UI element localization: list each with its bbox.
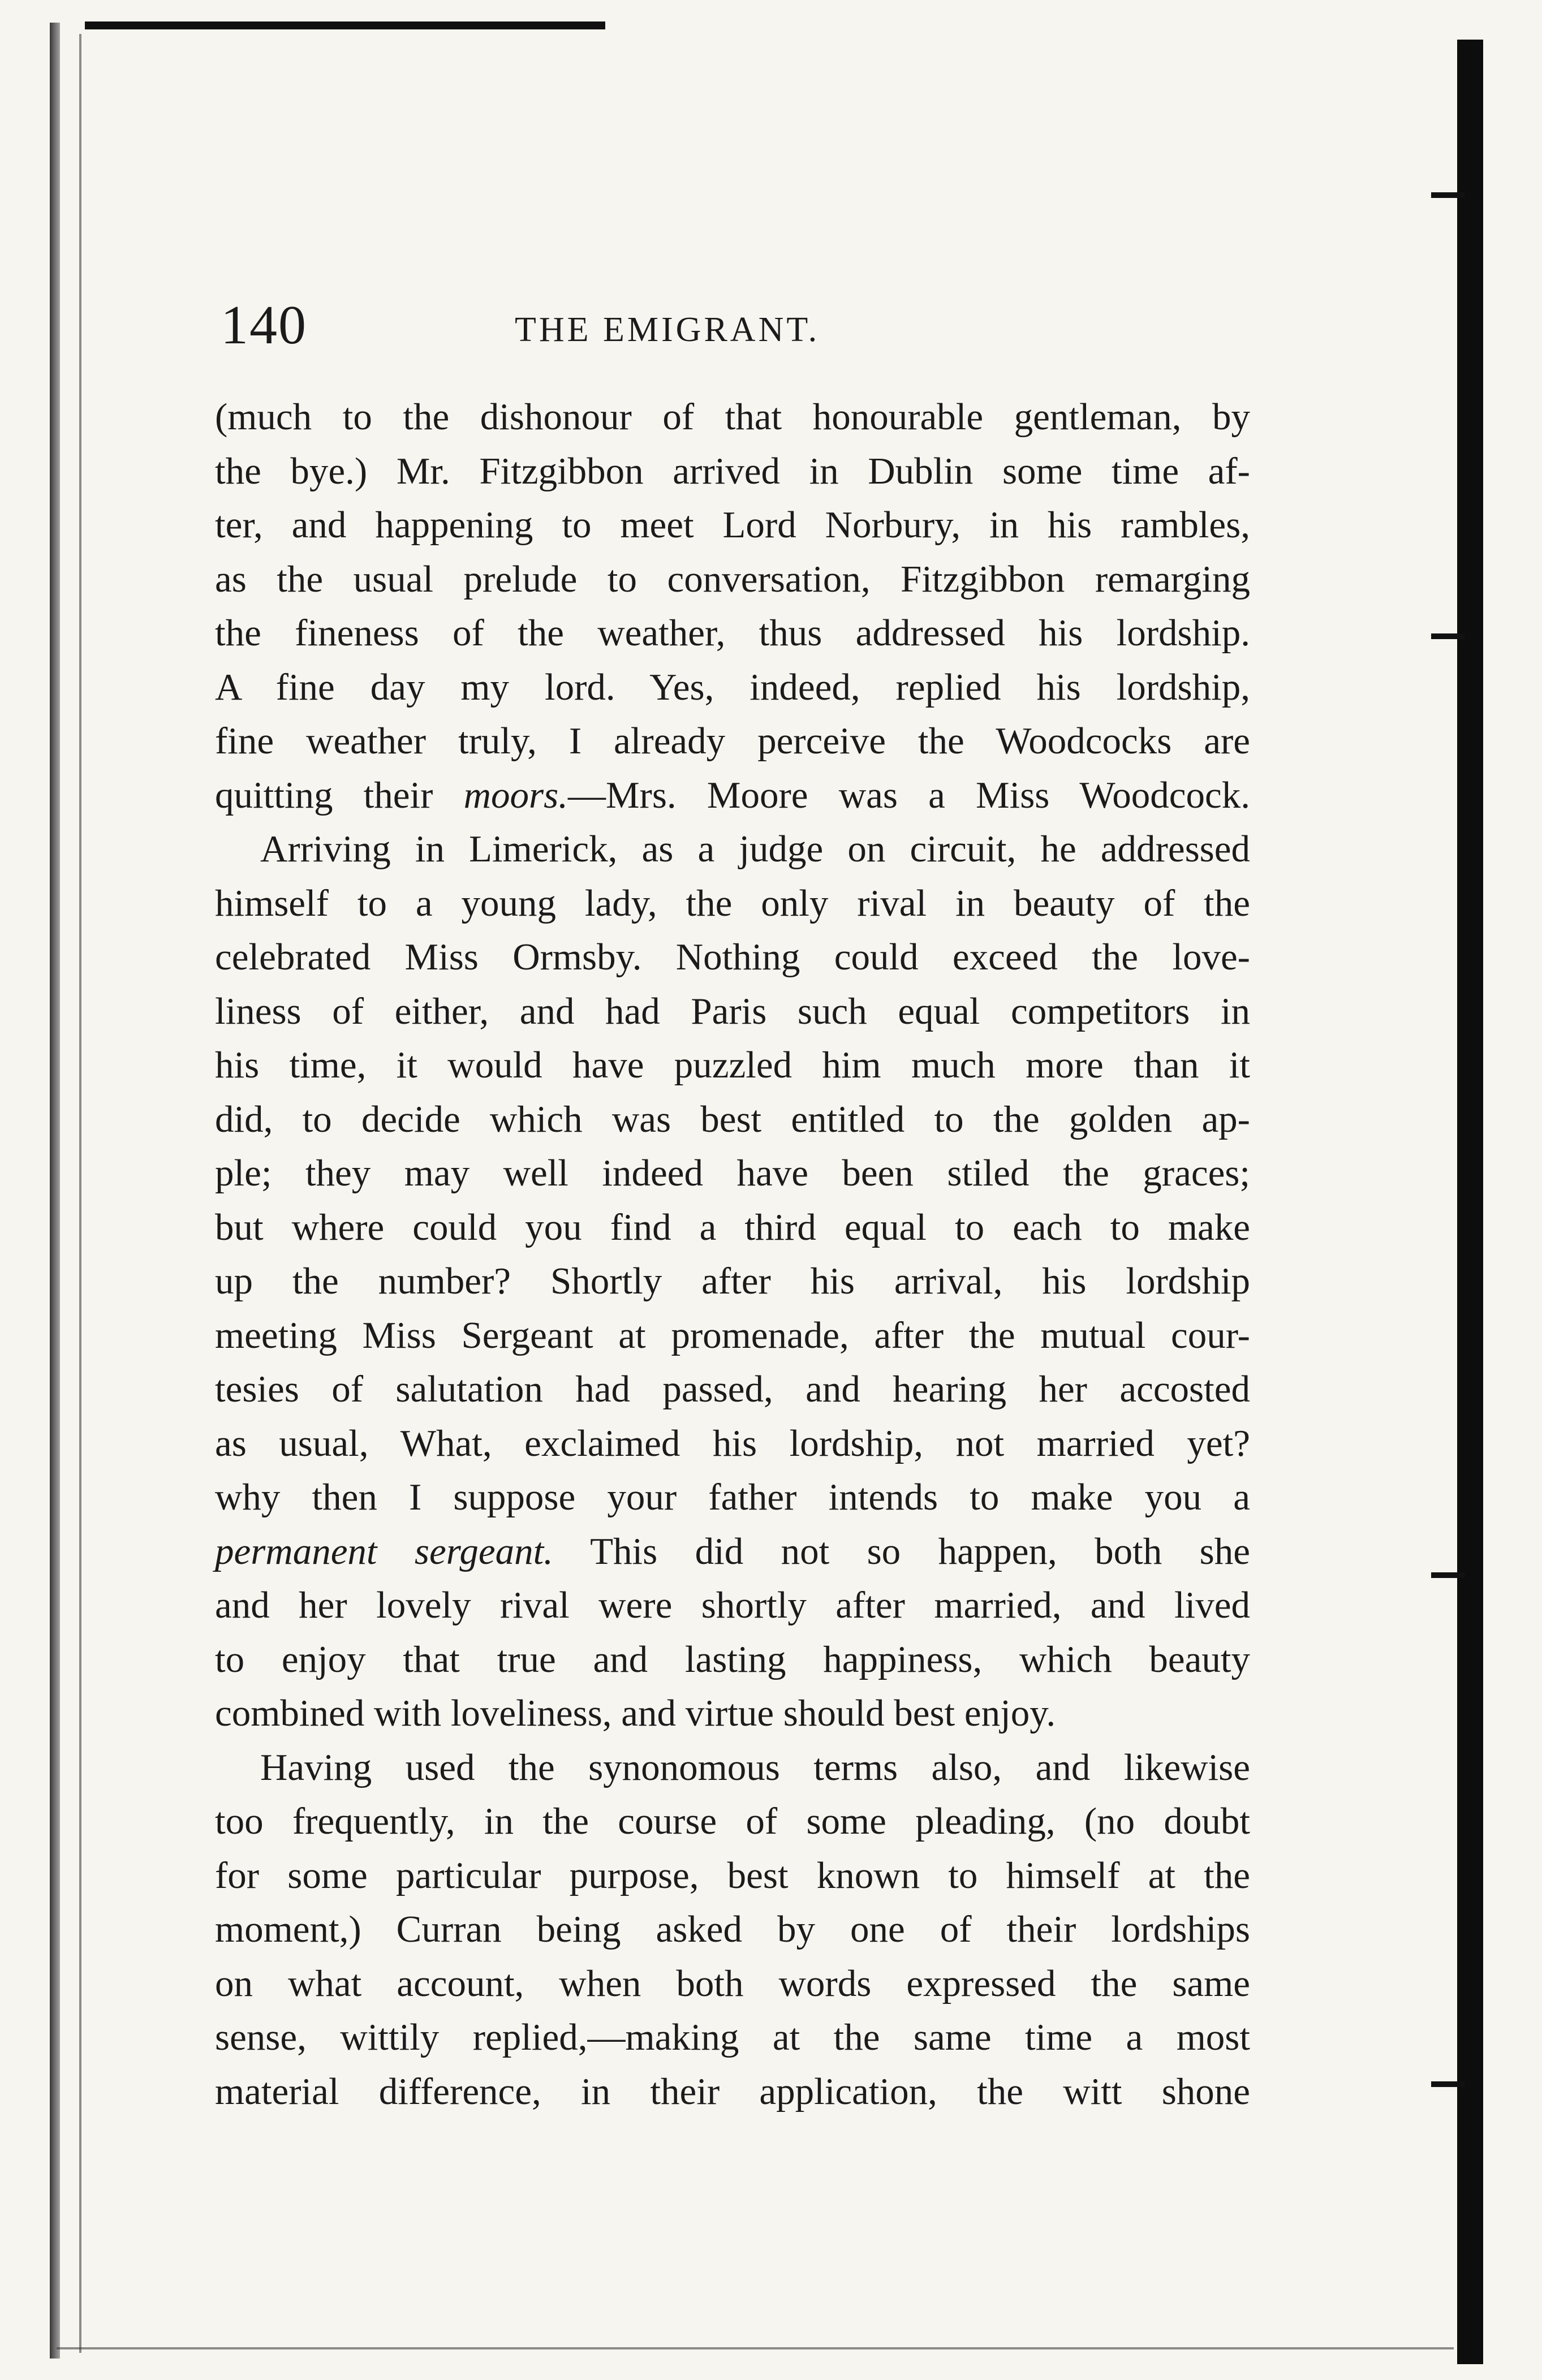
text-segment: —Mrs. Moore was a Miss Woodcock. (567, 774, 1250, 816)
text-line: liness of either, and had Paris such equal competitors in (215, 990, 1250, 1032)
text-line: himself to a young lady, the only rival in beauty of the (215, 882, 1250, 924)
text-line: as the usual prelude to conversation, Fitzgibbon remarging (215, 558, 1250, 600)
text-line: ple; they may well indeed have been stiled the graces; (215, 1152, 1250, 1194)
text-line: but where could you find a third equal to each to make (215, 1206, 1250, 1248)
text-line: (much to the dishonour of that honourable gentleman, by (215, 396, 1250, 438)
text-line: too frequently, in the course of some pleading, (no doubt (215, 1800, 1250, 1842)
body-text (215, 390, 1250, 2119)
scan-bottom-edge (57, 2347, 1454, 2349)
running-title: THE EMIGRANT. (515, 311, 820, 349)
text-line: why then I suppose your father intends to make you a (215, 1476, 1250, 1518)
text-line: combined with loveliness, and virtue should best enjoy. (215, 1692, 1056, 1734)
text-line: on what account, when both words expressed the same (215, 1962, 1250, 2004)
scan-right-tick (1431, 192, 1465, 198)
text-line: the fineness of the weather, thus addressed his lordship. (215, 612, 1250, 654)
text-line (215, 1525, 1250, 1579)
text-line: as usual, What, exclaimed his lordship, not married yet? (215, 1422, 1250, 1464)
text-segment: quitting their (215, 774, 464, 816)
text-line: material difference, in their application, the witt shone (215, 2070, 1250, 2112)
scan-top-edge (85, 21, 605, 29)
text-line: fine weather truly, I already perceive the Woodcocks are (215, 720, 1250, 762)
scan-right-tick (1431, 2081, 1465, 2087)
text-line: and her lovely rival were shortly after married, and lived (215, 1584, 1250, 1626)
scan-right-tick (1431, 1572, 1465, 1578)
text-line: to enjoy that true and lasting happiness, which beauty (215, 1638, 1250, 1680)
text-line: celebrated Miss Ormsby. Nothing could exceed the love- (215, 936, 1250, 978)
page-number: 140 (221, 295, 307, 356)
text-line: for some particular purpose, best known to himself at the (215, 1854, 1250, 1896)
paragraph-start-line: Arriving in Limerick, as a judge on circuit, he addressed (260, 828, 1250, 870)
text-line: did, to decide which was best entitled to the golden ap- (215, 1098, 1250, 1140)
text-line: up the number? Shortly after his arrival, his lordship (215, 1260, 1250, 1302)
scan-right-edge (1457, 40, 1483, 2364)
page-header (221, 291, 1244, 359)
text-line: the bye.) Mr. Fitzgibbon arrived in Dublin some time af- (215, 450, 1250, 492)
text-segment: This did not so happen, both she (553, 1530, 1250, 1572)
italic-phrase: permanent sergeant. (215, 1530, 553, 1572)
text-line: ter, and happening to meet Lord Norbury, in his rambles, (215, 504, 1250, 546)
text-line: A fine day my lord. Yes, indeed, replied his lordship, (215, 666, 1250, 708)
paragraph-start-line: Having used the synonomous terms also, and likewise (260, 1746, 1250, 1788)
text-line: meeting Miss Sergeant at promenade, after the mutual cour- (215, 1314, 1250, 1356)
italic-word: moors. (463, 774, 568, 816)
scan-binding-edge (50, 23, 60, 2359)
text-line: sense, wittily replied,—making at the same time a most (215, 2016, 1250, 2058)
text-line (215, 769, 1250, 823)
text-line: tesies of salutation had passed, and hearing her accosted (215, 1368, 1250, 1410)
text-line: his time, it would have puzzled him much more than it (215, 1044, 1250, 1086)
scan-right-tick (1431, 633, 1465, 639)
text-line: moment,) Curran being asked by one of their lordships (215, 1908, 1250, 1950)
scan-binding-line (79, 34, 81, 2353)
